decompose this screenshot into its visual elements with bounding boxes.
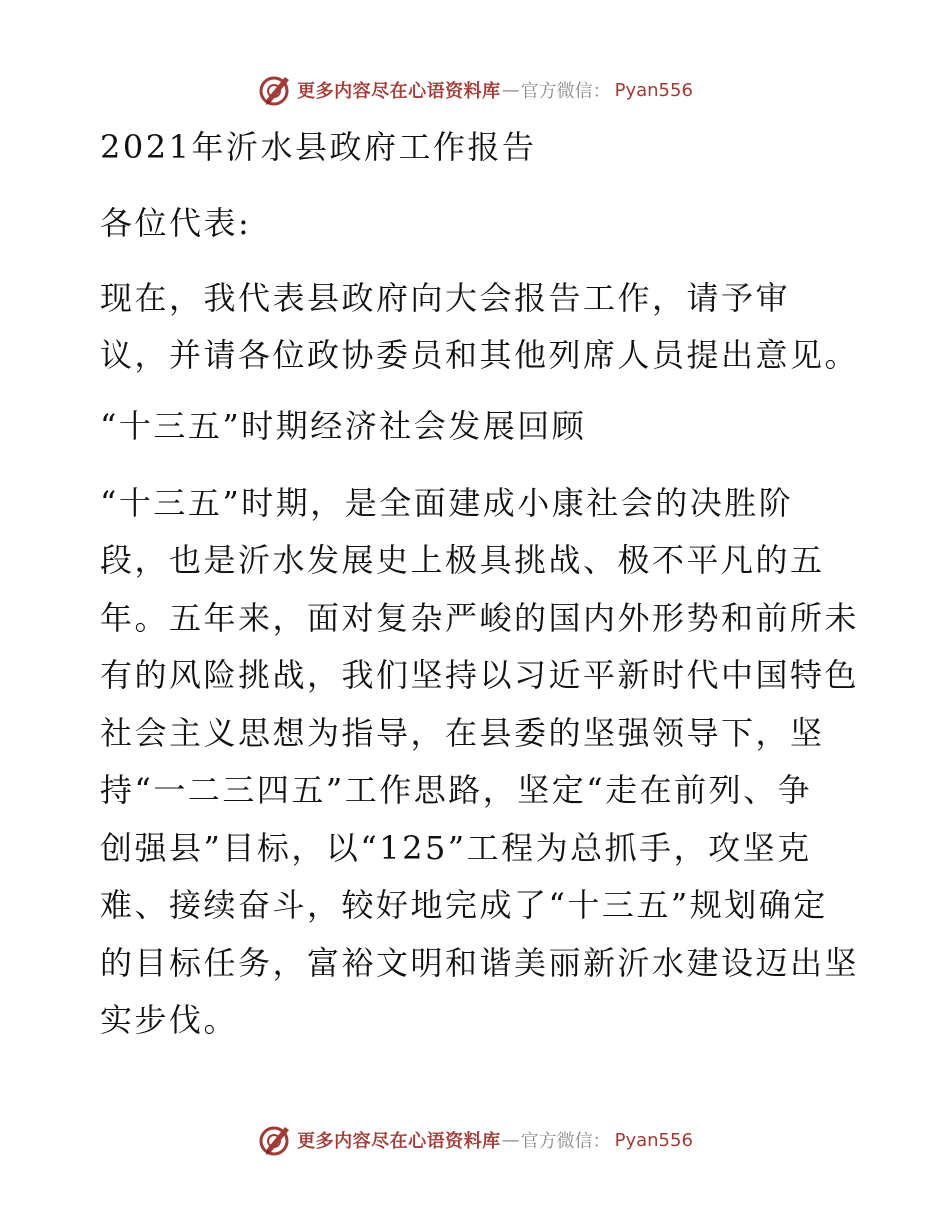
header-banner	[0, 70, 950, 110]
header-wechat-id: Pyan556	[614, 79, 693, 101]
section-heading: “十三五”时期经济社会发展回顾	[100, 407, 587, 445]
body-line: 有的风险挑战，我们坚持以习近平新时代中国特色	[100, 656, 860, 694]
header-site-text: 更多内容尽在心语资料库	[297, 81, 501, 102]
footer-separator: —	[501, 1129, 520, 1151]
body-line: 创强县”目标，以“125”工程为总抓手，攻坚克	[100, 829, 812, 867]
body-line: 年。五年来，面对复杂严峻的国内外形势和前所未	[100, 599, 860, 637]
body-line: “十三五”时期，是全面建成小康社会的决胜阶	[100, 484, 794, 522]
footer-site-text: 更多内容尽在心语资料库	[297, 1131, 501, 1152]
intro-line: 现在，我代表县政府向大会报告工作，请予审	[100, 279, 791, 317]
body-line: 的目标任务，富裕文明和谐美丽新沂水建设迈出坚	[100, 944, 860, 982]
header-separator: —	[501, 79, 520, 101]
body-line: 段，也是沂水发展史上极具挑战、极不平凡的五	[100, 541, 825, 579]
body-line: 实步伐。	[100, 1001, 239, 1039]
salutation: 各位代表:	[100, 204, 252, 242]
header-wechat-label: 官方微信：	[520, 81, 611, 102]
footer-banner	[0, 1120, 950, 1160]
pen-logo-icon	[257, 1122, 293, 1158]
footer-wechat-id: Pyan556	[614, 1129, 693, 1151]
footer-wechat-label: 官方微信：	[520, 1131, 611, 1152]
body-line: 难、接续奋斗，较好地完成了“十三五”规划确定	[100, 886, 828, 924]
document-title: 2021年沂水县政府工作报告	[100, 128, 537, 166]
intro-line: 议，并请各位政协委员和其他列席人员提出意见。	[100, 336, 860, 374]
body-line: 持“一二三四五”工作思路，坚定“走在前列、争	[100, 771, 813, 809]
pen-logo-icon	[257, 72, 293, 108]
body-line: 社会主义思想为指导，在县委的坚强领导下，坚	[100, 714, 825, 752]
